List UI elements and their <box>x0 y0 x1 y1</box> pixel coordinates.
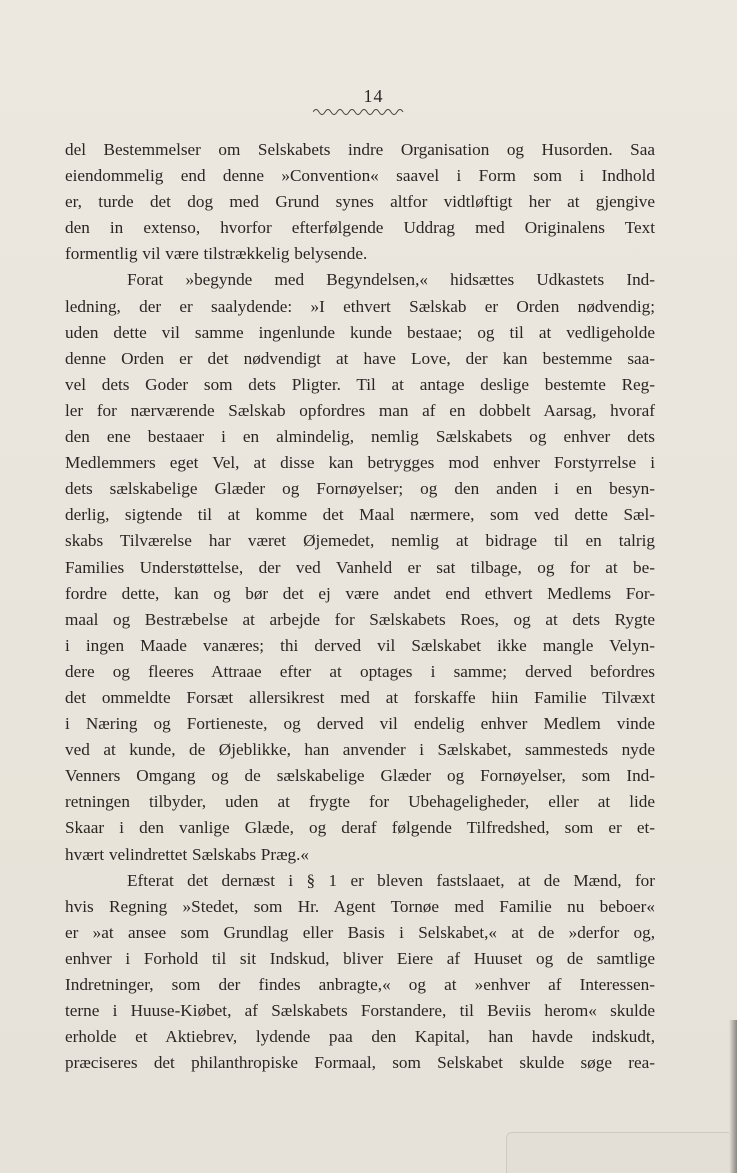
paragraph-3 <box>65 868 655 1077</box>
text-line: Indretninger, som der findes anbragte,« og at »enhver af Interessen- <box>65 975 655 994</box>
text-line: hvis Regning »Stedet, som Hr. Agent Tornøe med Familie nu beboer« <box>65 896 655 916</box>
text-line: det ommeldte Forsæt allersikrest med at forskaffe hiin Familie Tilvæxt <box>65 687 655 707</box>
text-line: Skaar i den vanlige Glæde, og deraf følgende Tilfredshed, som er et- <box>65 818 655 838</box>
paragraph-1 <box>65 137 655 267</box>
text-line: ledning, der er saalydende: »I ethvert Sælskab er Orden nødvendig; <box>65 296 655 316</box>
text-line: erholde et Aktiebrev, lydende paa den Kapital, han havde indskudt, <box>65 1027 655 1047</box>
text-line: i ingen Maade vanæres; thi derved vil Sælskabet ikke mangle Velyn- <box>65 635 655 655</box>
wavy-line-ornament-icon <box>313 106 405 116</box>
text-line: uden dette vil samme ingenlunde kunde bestaae; og til at vedligeholde <box>65 322 655 342</box>
text-line: den ene bestaaer i en almindelig, nemlig Sælskabets og enhver dets <box>65 427 655 447</box>
text-line: den in extenso, hvorfor efterfølgende Uddrag med Originalens Text <box>65 218 655 238</box>
text-line: præciseres det philanthropiske Formaal, som Selskabet skulde søge rea- <box>65 1053 655 1073</box>
text-line: i Næring og Fortieneste, og derved vil endelig enhver Medlem vinde <box>65 714 655 734</box>
text-line: dere og fleeres Attraae efter at optages i samme; derved befordres <box>65 661 655 681</box>
page-number: 14 <box>363 86 384 106</box>
text-line: eiendommelig end denne »Convention« saavel i Form som i Indhold <box>65 166 655 186</box>
text-line: Venners Omgang og de sælskabelige Glæder og Fornøyelser, som Ind- <box>65 766 655 786</box>
text-line: maal og Bestræbelse at arbejde for Sælskabets Roes, og at dets Rygte <box>65 609 655 629</box>
text-line: skabs Tilværelse har været Øjemedet, nemlig at bidrage til en talrig <box>65 531 655 551</box>
text-line: hvært velindrettet Sælskabs Præg.« <box>65 844 310 864</box>
text-line: vel dets Goder som dets Pligter. Til at antage deslige bestemte Reg- <box>65 374 655 394</box>
text-line: ler for nærværende Sælskab opfordres man af en dobbelt Aarsag, hvoraf <box>65 400 655 420</box>
text-line: Families Understøttelse, der ved Vanheld er sat tilbage, og for at be- <box>65 557 655 577</box>
text-line: formentlig vil være tilstrækkelig belysende. <box>65 244 368 264</box>
text-line: retningen tilbyder, uden at frygte for Ubehageligheder, eller at lide <box>65 792 655 812</box>
text-line: ved at kunde, de Øjeblikke, han anvender i Sælskabet, sammesteds nyde <box>65 740 655 760</box>
text-line: er »at ansee som Grundlag eller Basis i Selskabet,« at de »derfor og, <box>65 922 655 942</box>
body-text <box>65 137 655 1076</box>
text-line: derlig, sigtende til at komme det Maal nærmere, som ved dette Sæl- <box>65 505 655 525</box>
page-edge-shadow <box>729 1020 737 1173</box>
page-corner-shadow <box>506 1132 737 1173</box>
text-line: denne Orden er det nødvendigt at have Love, der kan bestemme saa- <box>65 348 655 368</box>
text-line: del Bestemmelser om Selskabets indre Organisation og Husorden. Saa <box>65 140 655 159</box>
text-line: Efterat det dernæst i § 1 er bleven fastslaaet, at de Mænd, for <box>127 870 655 890</box>
paragraph-2 <box>65 267 655 867</box>
text-line: enhver i Forhold til sit Indskud, bliver Eiere af Huuset og de samtlige <box>65 948 655 968</box>
text-line: er, turde det dog med Grund synes altfor vidtløftigt her at gjengive <box>65 192 655 212</box>
text-line: dets sælskabelige Glæder og Fornøyelser; og den anden i en besyn- <box>65 479 655 499</box>
text-line: Forat »begynde med Begyndelsen,« hidsættes Udkastets Ind- <box>127 270 655 290</box>
text-line: fordre dette, kan og bør det ej være andet end ethvert Medlems For- <box>65 583 655 603</box>
text-line: Medlemmers eget Vel, at disse kan betrygges mod enhver Forstyrrelse i <box>65 453 655 473</box>
text-line: terne i Huuse-Kiøbet, af Sælskabets Forstandere, til Beviis herom« skulde <box>65 1001 655 1021</box>
